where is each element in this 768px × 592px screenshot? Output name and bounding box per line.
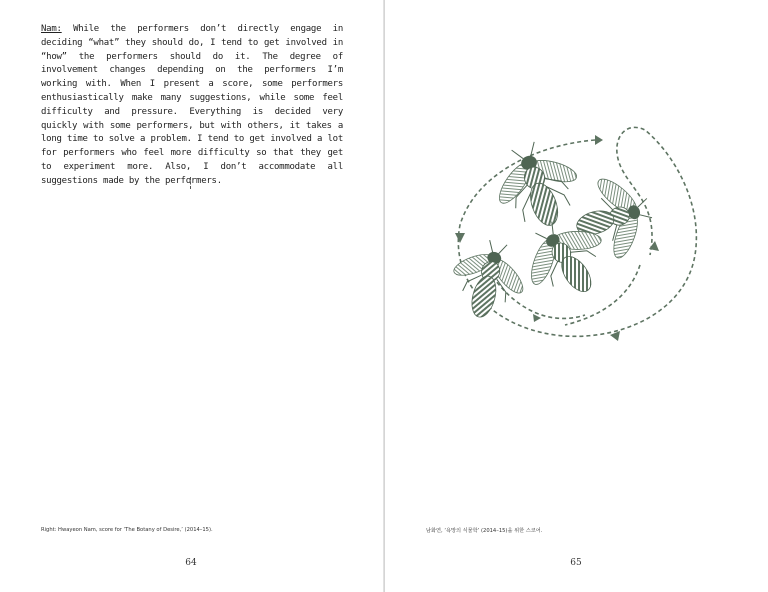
interview-text: While the performers don’t directly engage in deciding “what” they should do, I tend to get involved in “how” the performers should do it. The degree of involvement changes depending on the performers I’m working with. When I present a score, some performers enthusiastically make many suggestions, while some feel difficulty and pressure. Everything is decided very quickly with some performers, but with others, it takes a long time to solve a problem. I tend to get involved a lot for performers who feel more difficulty so that they get to experiment more. Also, I don’t accommodate all suggestions made by the performers.: [41, 24, 343, 186]
right-caption: 남화연, ‘욕망의 식물학’ (2014–15)을 위한 스코어.: [426, 528, 543, 534]
right-page-number: 65: [570, 558, 582, 568]
right-page: [385, 0, 768, 592]
left-caption: Right: Hwayeon Nam, score for ‘The Botany of Desire,’ (2014–15).: [41, 527, 213, 533]
bee-score-svg: [445, 115, 705, 350]
bee-score-illustration: [445, 115, 705, 350]
bee-right: [565, 165, 661, 271]
interview-paragraph: [41, 23, 343, 189]
dashed-marker: [190, 177, 192, 189]
speaker-label: Nam:: [41, 24, 62, 34]
left-page: [0, 0, 383, 592]
left-page-number: 64: [185, 558, 197, 568]
